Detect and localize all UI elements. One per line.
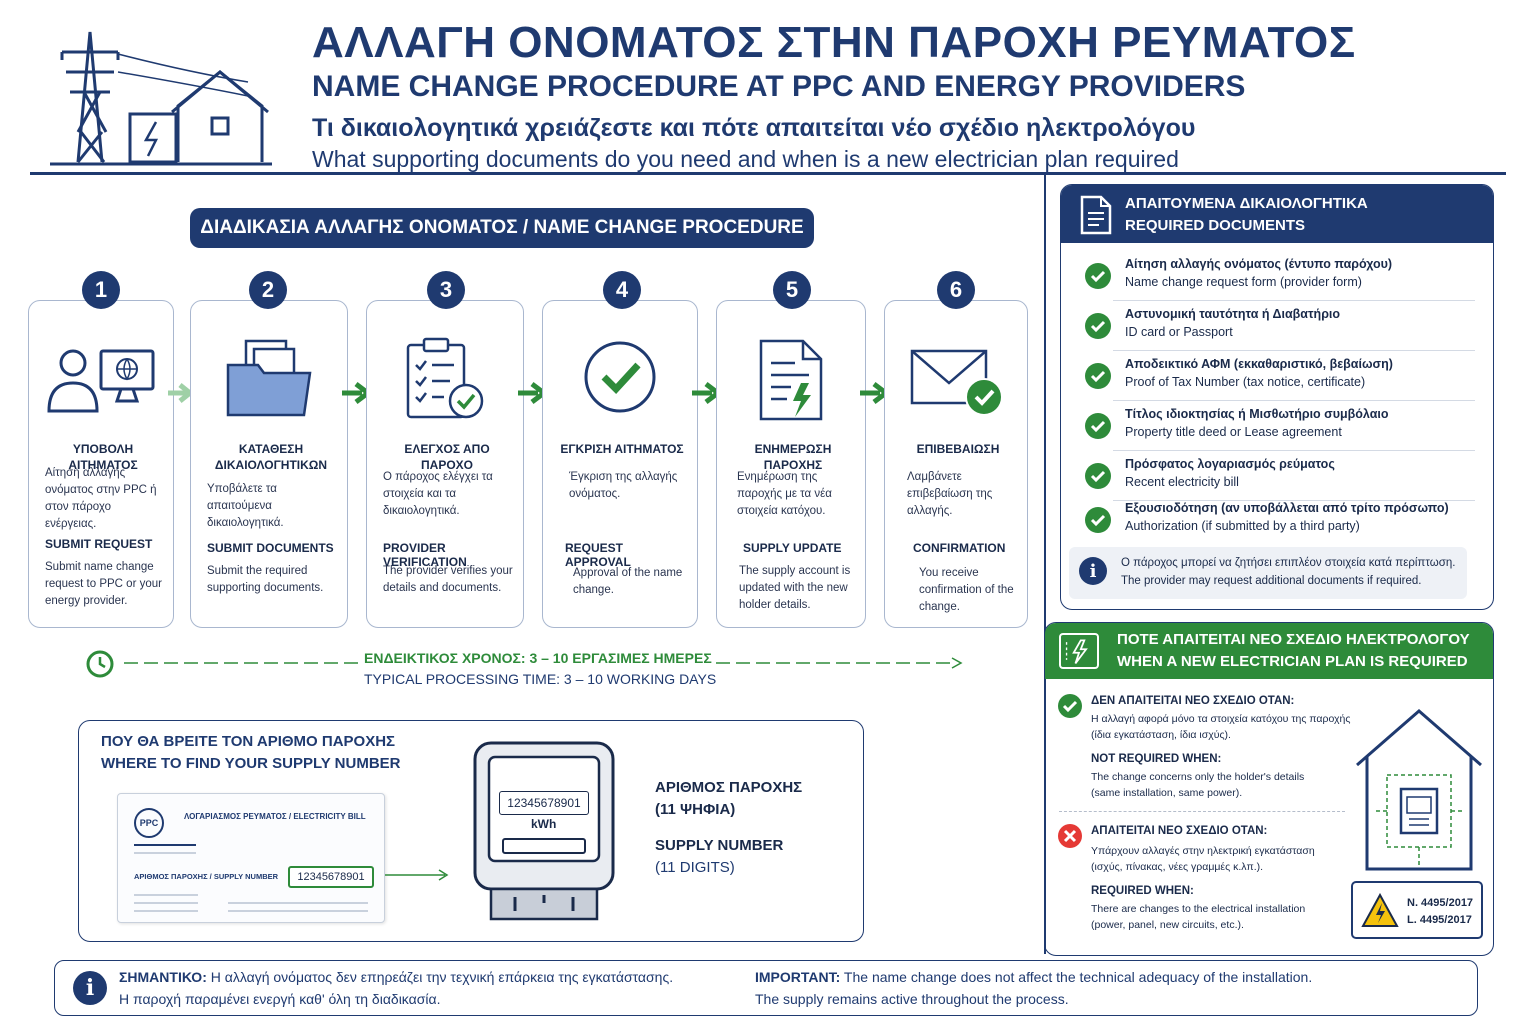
check-icon <box>1085 463 1111 489</box>
document-item-greek: Αποδεικτικό ΑΦΜ (εκκαθαριστικό, βεβαίωση) <box>1125 357 1393 371</box>
required-text-greek-2: (ισχύς, πίνακας, νέες γραμμές κ.λπ.). <box>1091 861 1264 873</box>
info-icon: i <box>73 971 107 1005</box>
supply-label-greek: ΑΡΙΘΜΟΣ ΠΑΡΟΧΗΣ <box>655 779 803 796</box>
document-item-greek: Αίτηση αλλαγής ονόματος (έντυπο παρόχου) <box>1125 257 1393 271</box>
step-title-english: CONFIRMATION <box>913 541 1006 555</box>
important-label-english: IMPORTANT: <box>755 969 841 985</box>
timeline-dashes-right <box>716 655 966 671</box>
step-desc-greek: Αίτηση αλλαγής ονόματος στην PPC ή στον πάροχο ενέργειας. <box>45 467 157 530</box>
power-tower-house-icon <box>48 22 274 170</box>
folder-documents-icon <box>224 337 314 421</box>
bill-title: ΛΟΓΑΡΙΑΣΜΟΣ ΡΕΥΜΑΤΟΣ / ELECTRICITY BILL <box>184 812 366 821</box>
document-item <box>1061 251 1493 301</box>
check-circle-icon <box>1057 693 1083 719</box>
step-desc-greek: Υποβάλετε τα απαιτούμενα δικαιολογητικά. <box>207 483 284 529</box>
document-item <box>1061 401 1493 451</box>
supply-digits-greek: (11 ΨΗΦΙΑ) <box>655 801 736 818</box>
document-item <box>1061 495 1493 545</box>
document-item <box>1061 301 1493 351</box>
plan-header-greek: ΠΟΤΕ ΑΠΑΙΤΕΙΤΑΙ ΝΕΟ ΣΧΕΔΙΟ ΗΛΕΚΤΡΟΛΟΓΟΥ <box>1117 631 1470 648</box>
important-text-greek-2: Η παροχή παραμένει ενεργή καθ' όλη τη διαδικασία. <box>119 991 441 1007</box>
document-item-greek: Τίτλος ιδιοκτησίας ή Μισθωτήριο συμβόλαιο <box>1125 407 1389 421</box>
document-bolt-icon <box>751 337 831 423</box>
step-card-4 <box>542 277 698 628</box>
step-number: 3 <box>427 271 465 309</box>
step-number: 6 <box>937 271 975 309</box>
law-english: L. 4495/2017 <box>1407 914 1472 926</box>
step-desc-english: Approval of the name change. <box>573 567 683 596</box>
document-item-english: Authorization (if submitted by a third party) <box>1125 519 1360 533</box>
required-text-english-1: There are changes to the electrical installation <box>1091 903 1306 915</box>
documents-header-english: REQUIRED DOCUMENTS <box>1125 217 1306 234</box>
meter-supply-number: 12345678901 <box>499 791 589 815</box>
electrician-plan-panel <box>1044 622 1494 956</box>
page-subtitle-greek: Τι δικαιολογητικά χρειάζεστε και πότε απαιτείται νέο σχέδιο ηλεκτρολόγου <box>312 114 1196 142</box>
documents-header <box>1061 185 1493 243</box>
step-desc-greek: Ο πάροχος ελέγχει τα στοιχεία και τα δικαιολογητικά. <box>383 471 493 517</box>
important-notice <box>54 960 1478 1016</box>
document-item <box>1061 451 1493 501</box>
step-number: 2 <box>249 271 287 309</box>
plan-header-english: WHEN A NEW ELECTRICIAN PLAN IS REQUIRED <box>1117 653 1468 670</box>
step-desc-english: The supply account is updated with the new holder details. <box>739 565 851 611</box>
important-text-english-1: The name change does not affect the technical adequacy of the installation. <box>840 969 1313 985</box>
document-item-english: Recent electricity bill <box>1125 475 1239 489</box>
check-icon <box>1085 363 1111 389</box>
note-greek: Ο πάροχος μπορεί να ζητήσει επιπλέον στοιχεία κατά περίπτωση. <box>1121 557 1456 569</box>
page-title-greek: ΑΛΛΑΓΗ ΟΝΟΜΑΤΟΣ ΣΤΗΝ ΠΑΡΟΧΗ ΡΕΥΜΑΤΟΣ <box>312 18 1356 67</box>
step-title-greek: ΕΝΗΜΕΡΩΣΗ ΠΑΡΟΧΗΣ <box>754 442 832 472</box>
required-label-english: REQUIRED WHEN: <box>1091 885 1194 897</box>
step-number: 4 <box>603 271 641 309</box>
supply-title-english: WHERE TO FIND YOUR SUPPLY NUMBER <box>101 755 401 772</box>
document-item-greek: Πρόσφατος λογαριασμός ρεύματος <box>1125 457 1335 471</box>
timeline-dashes-left <box>124 656 360 670</box>
not-required-text-greek-2: (ίδια εγκατάσταση, ίδια ισχύς). <box>1091 729 1231 741</box>
document-item-english: Name change request form (provider form) <box>1125 275 1362 289</box>
step-card-6 <box>884 277 1028 628</box>
step-number: 1 <box>82 271 120 309</box>
required-text-greek-1: Υπάρχουν αλλαγές στην ηλεκτρική εγκατάσταση <box>1091 845 1315 857</box>
processing-time-english: TYPICAL PROCESSING TIME: 3 – 10 WORKING DAYS <box>364 671 717 687</box>
check-icon <box>1085 313 1111 339</box>
step-title-greek: ΥΠΟΒΟΛΗ ΑΙΤΗΜΑΤΟΣ <box>68 442 138 472</box>
not-required-label-greek: ΔΕΝ ΑΠΑΙΤΕΙΤΑΙ ΝΕΟ ΣΧΕΔΙΟ ΟΤΑΝ: <box>1091 695 1295 707</box>
supply-title-greek: ΠΟΥ ΘΑ ΒΡΕΙΤΕ ΤΟΝ ΑΡΙΘΜΟ ΠΑΡΟΧΗΣ <box>101 733 396 750</box>
electric-meter-icon <box>471 739 617 925</box>
not-required-text-english-1: The change concerns only the holder's details <box>1091 771 1305 783</box>
step-desc-english: The provider verifies your details and documents. <box>383 565 513 594</box>
document-item-english: Property title deed or Lease agreement <box>1125 425 1342 439</box>
important-text-greek-1: Η αλλαγή ονόματος δεν επηρεάζει την τεχνική επάρκεια της εγκατάστασης. <box>206 969 674 985</box>
step-desc-english: Submit name change request to PPC or your energy provider. <box>45 561 162 607</box>
house-electrical-panel-icon <box>1351 705 1487 871</box>
clock-icon <box>84 648 116 680</box>
supply-label-english: SUPPLY NUMBER <box>655 837 784 854</box>
note-english: The provider may request additional documents if required. <box>1121 575 1422 587</box>
document-item-greek: Αστυνομική ταυτότητα ή Διαβατήριο <box>1125 307 1341 321</box>
step-title-english: SUBMIT REQUEST <box>45 537 153 551</box>
info-icon: i <box>1079 557 1107 585</box>
step-desc-english: Submit the required supporting documents. <box>207 565 324 594</box>
step-title-greek: ΕΓΚΡΙΣΗ ΑΙΤΗΜΑΤΟΣ <box>560 442 684 456</box>
meter-unit: kWh <box>531 817 557 831</box>
important-label-greek: ΣΗΜΑΝΤΙΚΟ: <box>119 969 207 985</box>
step-desc-english: You receive confirmation of the change. <box>919 567 1014 613</box>
step-title-greek: ΚΑΤΑΘΕΣΗ ΔΙΚΑΙΟΛΟΓΗΤΙΚΩΝ <box>214 442 328 472</box>
not-required-text-english-2: (same installation, same power). <box>1091 787 1243 799</box>
not-required-text-greek-1: Η αλλαγή αφορά μόνο τα στοιχεία κατόχου της παροχής <box>1091 713 1351 725</box>
arrow-right-icon <box>385 867 451 883</box>
step-number: 5 <box>773 271 811 309</box>
electrical-plan-icon <box>1059 633 1099 669</box>
user-computer-icon <box>45 337 157 417</box>
step-title-english: SUPPLY UPDATE <box>743 541 842 555</box>
check-icon <box>1085 263 1111 289</box>
step-card-1 <box>28 277 174 628</box>
page-subtitle-english: What supporting documents do you need and when is a new electrician plan required <box>312 146 1179 172</box>
step-title-greek: ΕΠΙΒΕΒΑΙΩΣΗ <box>916 442 1000 456</box>
step-desc-greek: Λαμβάνετε επιβεβαίωση της αλλαγής. <box>907 471 993 517</box>
plan-header <box>1045 623 1493 679</box>
supply-digits-english: (11 DIGITS) <box>655 859 735 876</box>
bill-supply-number: 12345678901 <box>288 866 374 888</box>
required-documents-panel <box>1060 184 1494 610</box>
documents-note <box>1069 547 1467 599</box>
not-required-label-english: NOT REQUIRED WHEN: <box>1091 753 1222 765</box>
document-item-english: Proof of Tax Number (tax notice, certificate) <box>1125 375 1366 389</box>
document-item-english: ID card or Passport <box>1125 325 1233 339</box>
bill-supply-label: ΑΡΙΘΜΟΣ ΠΑΡΟΧΗΣ / SUPPLY NUMBER <box>134 872 279 881</box>
processing-time-greek: ΕΝΔΕΙΚΤΙΚΟΣ ΧΡΟΝΟΣ: 3 – 10 ΕΡΓΑΣΙΜΕΣ ΗΜΕΡΕΣ <box>364 650 712 666</box>
check-circle-icon <box>580 337 660 417</box>
required-text-english-2: (power, panel, new circuits, etc.). <box>1091 919 1244 931</box>
step-card-2 <box>190 277 348 628</box>
step-title-english: SUBMIT DOCUMENTS <box>207 541 334 555</box>
step-title-english: REQUEST APPROVAL <box>565 541 631 569</box>
law-greek: Ν. 4495/2017 <box>1407 897 1474 909</box>
law-reference <box>1351 881 1483 939</box>
document-item-greek: Εξουσιοδότηση (αν υποβάλλεται από τρίτο πρόσωπο) <box>1125 501 1449 515</box>
x-circle-icon <box>1057 823 1083 849</box>
required-label-greek: ΑΠΑΙΤΕΙΤΑΙ ΝΕΟ ΣΧΕΔΙΟ ΟΤΑΝ: <box>1091 825 1268 837</box>
step-title-english: PROVIDER VERIFICATION <box>383 541 467 569</box>
check-icon <box>1085 507 1111 533</box>
step-card-5 <box>716 277 866 628</box>
page-title-english: NAME CHANGE PROCEDURE AT PPC AND ENERGY PROVIDERS <box>312 70 1246 103</box>
header-divider <box>30 172 1506 175</box>
clipboard-check-icon <box>400 337 490 423</box>
step-card-3 <box>366 277 524 628</box>
step-title-greek: ΕΛΕΓΧΟΣ ΑΠΟ ΠΑΡΟΧΟ <box>404 442 490 472</box>
ppc-logo: PPC <box>134 808 164 838</box>
plan-divider <box>1059 811 1345 812</box>
supply-number-section <box>78 720 864 942</box>
document-icon <box>1079 195 1113 235</box>
electricity-bill-illustration <box>117 793 385 923</box>
document-item <box>1061 351 1493 401</box>
important-text-english-2: The supply remains active throughout the process. <box>755 991 1069 1007</box>
warning-icon <box>1361 893 1399 929</box>
procedure-banner: ΔΙΑΔΙΚΑΣΙΑ ΑΛΛΑΓΗΣ ΟΝΟΜΑΤΟΣ / NAME CHANGE PROCEDURE <box>190 208 814 248</box>
envelope-check-icon <box>906 337 1006 417</box>
documents-header-greek: ΑΠΑΙΤΟΥΜΕΝΑ ΔΙΚΑΙΟΛΟΓΗΤΙΚΑ <box>1125 195 1368 212</box>
step-desc-greek: Ενημέρωση της παροχής με τα νέα στοιχεία κατόχου. <box>737 471 832 517</box>
check-icon <box>1085 413 1111 439</box>
step-desc-greek: Έγκριση της αλλαγής ονόματος. <box>569 471 678 500</box>
